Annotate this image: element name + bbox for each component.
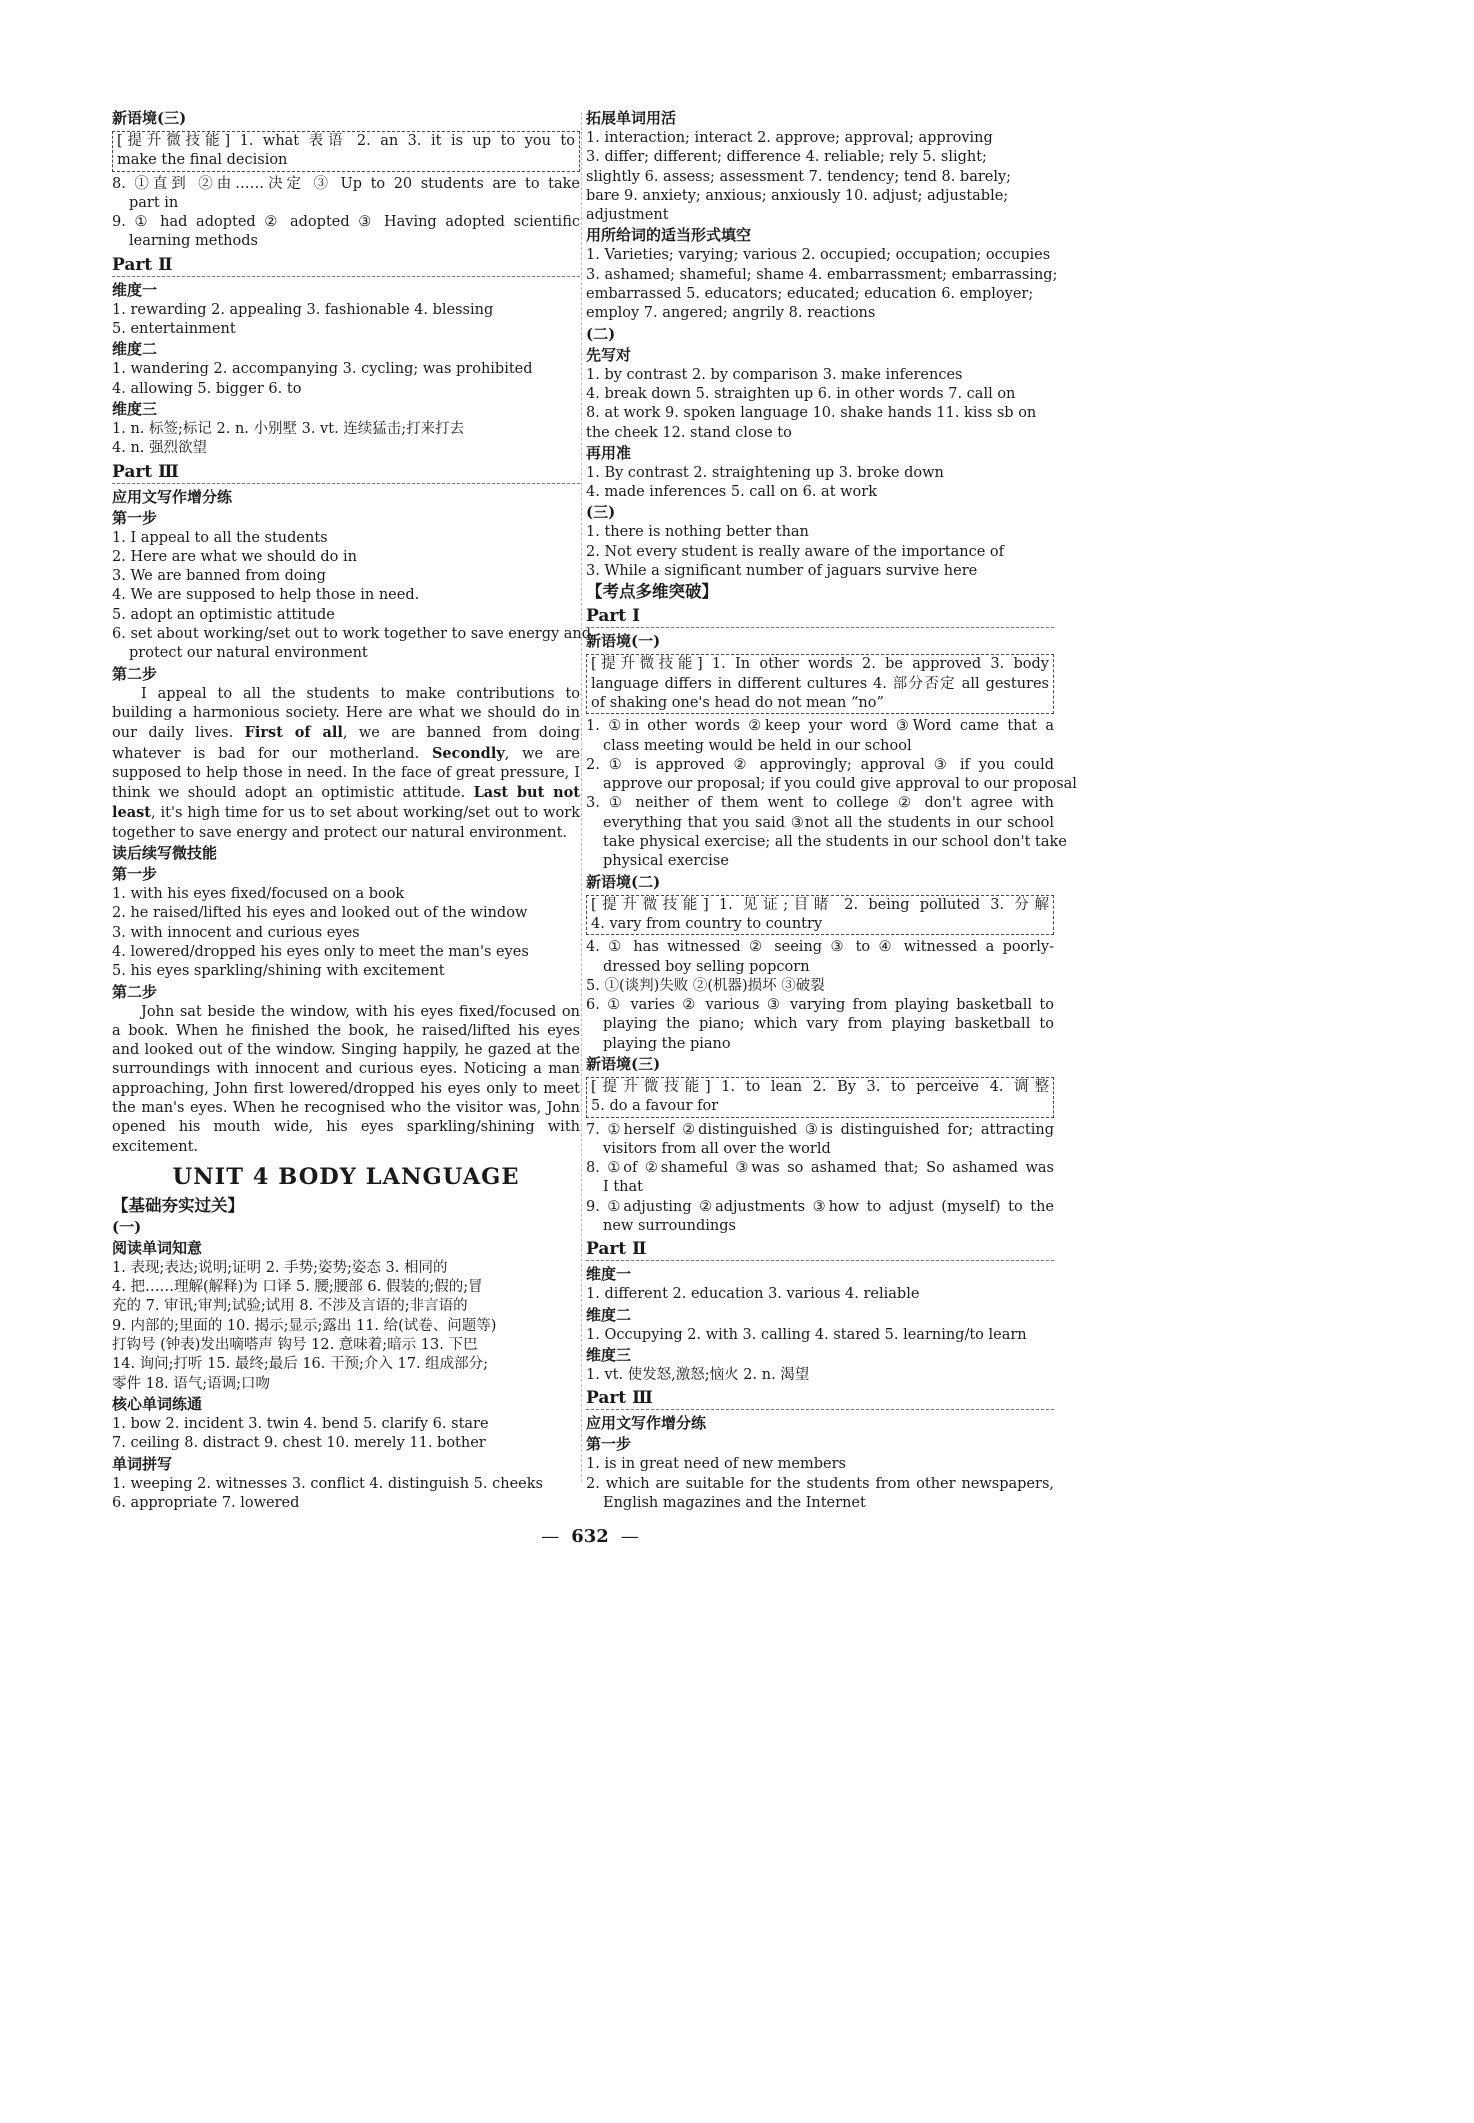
- section-heading: 单词拼写: [112, 1454, 173, 1473]
- answer-line: 9. 内部的;里面的 10. 揭示;显示;露出 11. 给(试卷、问题等): [112, 1317, 497, 1334]
- skill-box: [586, 654, 1054, 714]
- section-heading: (二): [586, 324, 616, 343]
- answer-line: 7. ceiling 8. distract 9. chest 10. merely 11. bother: [112, 1435, 486, 1452]
- left-column: [112, 108, 592, 1513]
- answer-line-continued: protect our natural environment: [129, 645, 368, 662]
- section-heading: 新语境(二): [586, 872, 661, 891]
- answer-line: 3. While a significant number of jaguars survive here: [586, 563, 978, 580]
- section-heading: (一): [112, 1217, 142, 1236]
- section-heading: 维度一: [586, 1265, 632, 1284]
- answer-line-continued: part in: [129, 194, 179, 211]
- section-heading: 维度三: [586, 1345, 632, 1364]
- part-heading: Part Ⅰ: [586, 605, 1054, 628]
- page-number-dash-left: —: [541, 1526, 560, 1547]
- section-heading: 应用文写作增分练: [112, 487, 233, 506]
- answer-line: 6. set about working/set out to work together to save energy and: [112, 626, 592, 643]
- essay-paragraph: I appeal to all the students to make contributions to building a harmonious society. Here are what we should do in our daily lives. First of all, we are banned from doing whatever is bad for our motherland. Secondly, we are supposed to help those in need. In the face of great pressure, I think we should adopt an optimistic attitude. Last but not least, it's high time for us to set about working/set out to work together to save energy and protect our natural environment.: [112, 685, 580, 841]
- column-divider: [581, 112, 582, 1482]
- answer-line-continued: visitors from all over the world: [603, 1140, 831, 1157]
- major-heading: 【考点多维突破】: [586, 582, 718, 602]
- page-number-dash-right: —: [620, 1526, 639, 1547]
- answer-line: 1. weeping 2. witnesses 3. conflict 4. distinguish 5. cheeks: [112, 1475, 543, 1492]
- answer-line: 5. adopt an optimistic attitude: [112, 606, 335, 623]
- section-heading: 第二步: [112, 982, 158, 1001]
- answer-line: 4. n. 强烈欲望: [112, 440, 208, 457]
- answer-line: slightly 6. assess; assessment 7. tendency; tend 8. barely;: [586, 168, 1012, 185]
- skill-box-line: language differs in different cultures 4. 部分否定 all gestures: [591, 675, 1049, 692]
- answer-line: 1. with his eyes fixed/focused on a book: [112, 886, 405, 903]
- answer-line: 6. appropriate 7. lowered: [112, 1494, 300, 1511]
- answer-line: 4. 把……理解(解释)为 口译 5. 腰;腰部 6. 假装的;假的;冒: [112, 1279, 483, 1296]
- answer-line-continued: learning methods: [129, 233, 258, 250]
- answer-line: employ 7. angered; angrily 8. reactions: [586, 305, 876, 322]
- skill-box-line: [提升微技能] 1. to lean 2. By 3. to perceive 4. 调整: [591, 1078, 1049, 1095]
- answer-line: 4. made inferences 5. call on 6. at work: [586, 484, 877, 501]
- skill-box: [586, 895, 1054, 936]
- answer-line-continued: I that: [603, 1179, 643, 1196]
- skill-box-line: [提升微技能] 1. 见证;目睹 2. being polluted 3. 分解: [591, 896, 1049, 913]
- section-heading: 维度一: [112, 280, 158, 299]
- answer-line: 2. ① is approved ② approvingly; approval ③ if you could: [586, 756, 1054, 773]
- answer-line: 1. wandering 2. accompanying 3. cycling; was prohibited: [112, 361, 533, 378]
- answer-line: adjustment: [586, 207, 669, 224]
- page-number-value: 632: [571, 1526, 609, 1547]
- answer-line-continued: take physical exercise; all the students in our school don't take: [603, 834, 1067, 851]
- section-heading: 拓展单词用活: [586, 109, 677, 127]
- answer-line: 2. he raised/lifted his eyes and looked out of the window: [112, 905, 528, 922]
- skill-box-line: [提升微技能] 1. what 表语 2. an 3. it is up to you to: [117, 133, 575, 149]
- part-heading: Part Ⅲ: [586, 1387, 1054, 1410]
- essay-paragraph: John sat beside the window, with his eyes fixed/focused on a book. When he finished the book, he raised/lifted his eyes and looked out of the window. Singing happily, he gazed at the surroundings with innocent and curious eyes. Noticing a man approaching, John first lowered/dropped his eyes only to meet the man's eyes. When he recognised who the visitor was, John opened his mouth wide, his eyes sparkling/shining with excitement.: [112, 1003, 580, 1155]
- section-heading: (三): [586, 503, 616, 522]
- answer-line: 1. there is nothing better than: [586, 524, 809, 541]
- answer-line: 1. ①in other words ②keep your word ③Word came that a: [586, 718, 1054, 735]
- section-heading: 新语境(三): [586, 1054, 661, 1073]
- section-heading: 第一步: [112, 865, 158, 884]
- section-heading: 阅读单词知意: [112, 1238, 203, 1257]
- section-heading: 新语境(一): [586, 632, 661, 651]
- answer-line-continued: dressed boy selling popcorn: [603, 958, 810, 975]
- answer-line: 2. which are suitable for the students from other newspapers,: [586, 1475, 1054, 1492]
- answer-line: 7. ①herself ②distinguished ③is distinguished for; attracting: [586, 1121, 1054, 1138]
- part-heading: Part Ⅱ: [112, 254, 580, 277]
- section-heading: 维度三: [112, 399, 158, 418]
- answer-line: 3. differ; different; difference 4. reliable; rely 5. slight;: [586, 149, 987, 166]
- unit-title: UNIT 4 BODY LANGUAGE: [172, 1163, 520, 1190]
- answer-line: 5. ①(谈判)失败 ②(机器)损坏 ③破裂: [586, 977, 825, 994]
- skill-box: [112, 131, 580, 172]
- section-heading: 再用准: [586, 443, 632, 462]
- section-heading: 第二步: [112, 664, 158, 683]
- answer-line: 5. entertainment: [112, 321, 236, 338]
- section-heading: 第一步: [112, 508, 158, 527]
- section-heading: 应用文写作增分练: [586, 1414, 707, 1433]
- answer-line-continued: everything that you said ③not all the students in our school: [603, 814, 1054, 831]
- answer-line: 充的 7. 审讯;审判;试验;试用 8. 不涉及言语的;非言语的: [112, 1298, 468, 1315]
- section-heading: 用所给词的适当形式填空: [586, 226, 752, 245]
- answer-line: 14. 询问;打听 15. 最终;最后 16. 干预;介入 17. 组成部分;: [112, 1356, 489, 1373]
- answer-line: bare 9. anxiety; anxious; anxiously 10. adjust; adjustable;: [586, 187, 1009, 204]
- skill-box-line: 5. do a favour for: [591, 1098, 719, 1115]
- answer-line: 1. n. 标签;标记 2. n. 小别墅 3. vt. 连续猛击;打来打去: [112, 420, 465, 437]
- section-heading: 维度二: [586, 1305, 632, 1324]
- answer-line: 8. ①of ②shameful ③was so ashamed that; So ashamed was: [586, 1160, 1054, 1177]
- answer-line-continued: English magazines and the Internet: [603, 1494, 866, 1511]
- answer-line: 9. ①adjusting ②adjustments ③how to adjust (myself) to the: [586, 1198, 1054, 1215]
- answer-line: 1. rewarding 2. appealing 3. fashionable 4. blessing: [112, 301, 494, 318]
- answer-line-continued: physical exercise: [603, 853, 729, 870]
- answer-line: 3. ① neither of them went to college ② don't agree with: [586, 795, 1054, 812]
- skill-box-line: [提升微技能] 1. In other words 2. be approved 3. body: [591, 656, 1049, 673]
- answer-line: 1. by contrast 2. by comparison 3. make inferences: [586, 366, 963, 383]
- section-heading: 核心单词练通: [112, 1394, 203, 1413]
- answer-line: 2. Not every student is really aware of the importance of: [586, 543, 1004, 560]
- answer-line: 4. break down 5. straighten up 6. in other words 7. call on: [586, 385, 1016, 402]
- answer-line-continued: new surroundings: [603, 1218, 736, 1235]
- skill-box-line: make the final decision: [117, 152, 288, 169]
- answer-line: 3. with innocent and curious eyes: [112, 924, 360, 941]
- answer-line: 4. allowing 5. bigger 6. to: [112, 380, 302, 397]
- skill-box-line: of shaking one's head do not mean “no”: [591, 694, 884, 711]
- part-heading: Part Ⅱ: [586, 1238, 1054, 1261]
- answer-line: 9. ① had adopted ② adopted ③ Having adopted scientific: [112, 214, 580, 231]
- answer-line: 零件 18. 语气;语调;口吻: [112, 1375, 271, 1392]
- answer-line: 1. Occupying 2. with 3. calling 4. stared 5. learning/to learn: [586, 1326, 1027, 1343]
- answer-line: 1. bow 2. incident 3. twin 4. bend 5. clarify 6. stare: [112, 1415, 489, 1432]
- answer-line: 1. I appeal to all the students: [112, 529, 328, 546]
- answer-line: 4. We are supposed to help those in need.: [112, 587, 420, 604]
- answer-line: 5. his eyes sparkling/shining with excitement: [112, 963, 445, 980]
- page-number: [520, 1526, 660, 1547]
- answer-line: 1. is in great need of new members: [586, 1456, 846, 1473]
- answer-line: 1. By contrast 2. straightening up 3. broke down: [586, 464, 944, 481]
- answer-line: 打钩号 (钟表)发出嘀嗒声 钩号 12. 意味着;暗示 13. 下巴: [112, 1337, 478, 1354]
- section-heading: 先写对: [586, 345, 632, 364]
- answer-line: 1. different 2. education 3. various 4. reliable: [586, 1286, 920, 1303]
- answer-line: 8. ①直到 ②由……决定 ③ Up to 20 students are to take: [112, 175, 580, 192]
- answer-line: 4. ① has witnessed ② seeing ③ to ④ witnessed a poorly-: [586, 939, 1054, 956]
- answer-line: 3. We are banned from doing: [112, 568, 326, 585]
- answer-line: 1. Varieties; varying; various 2. occupied; occupation; occupies: [586, 247, 1051, 264]
- major-heading: 【基础夯实过关】: [112, 1195, 244, 1215]
- answer-line: 1. interaction; interact 2. approve; approval; approving: [586, 130, 993, 146]
- answer-line-continued: class meeting would be held in our school: [603, 737, 912, 754]
- right-column: [586, 108, 1077, 1513]
- answer-line: embarrassed 5. educators; educated; education 6. employer;: [586, 286, 1034, 303]
- section-heading: 新语境(三): [112, 109, 187, 127]
- answer-line: 6. ① varies ② various ③ varying from playing basketball to: [586, 997, 1054, 1014]
- answer-line: 3. ashamed; shameful; shame 4. embarrassment; embarrassing;: [586, 266, 1058, 283]
- skill-box-line: 4. vary from country to country: [591, 915, 823, 932]
- answer-line: the cheek 12. stand close to: [586, 424, 792, 441]
- skill-box: [586, 1077, 1054, 1118]
- section-heading: 第一步: [586, 1435, 632, 1454]
- answer-line: 2. Here are what we should do in: [112, 548, 357, 565]
- answer-line: 1. vt. 使发怒,激怒;恼火 2. n. 渴望: [586, 1366, 810, 1383]
- answer-line-continued: approve our proposal; if you could give approval to our proposal: [603, 776, 1077, 793]
- answer-line: 8. at work 9. spoken language 10. shake hands 11. kiss sb on: [586, 405, 1037, 422]
- section-heading: 读后续写微技能: [112, 844, 218, 863]
- answer-line: 4. lowered/dropped his eyes only to meet the man's eyes: [112, 943, 529, 960]
- answer-line-continued: playing the piano: [603, 1035, 731, 1052]
- part-heading: Part Ⅲ: [112, 461, 580, 484]
- answer-line-continued: playing the piano; which vary from playing basketball to: [603, 1016, 1054, 1033]
- answer-line: 1. 表现;表达;说明;证明 2. 手势;姿势;姿态 3. 相同的: [112, 1259, 448, 1276]
- section-heading: 维度二: [112, 340, 158, 359]
